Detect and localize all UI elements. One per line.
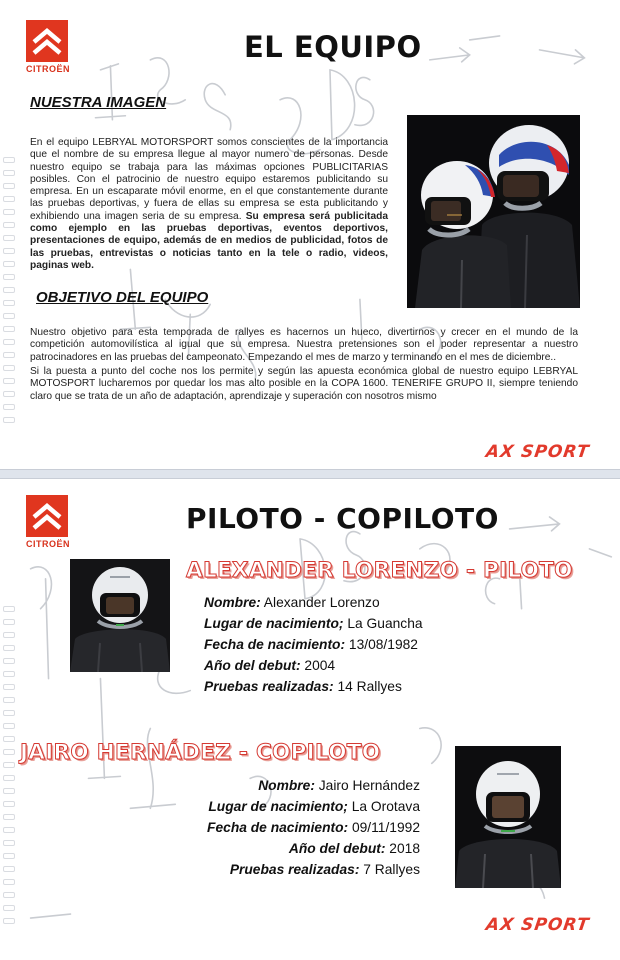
page-el-equipo bbox=[0, 0, 620, 470]
page-edge-marks bbox=[0, 599, 22, 924]
section-heading-imagen: NUESTRA IMAGEN bbox=[30, 94, 167, 111]
copilot-row-debut: Año del debut: 2018 bbox=[288, 841, 420, 856]
citroen-chevron-icon bbox=[26, 495, 68, 537]
page-title: PILOTO - COPILOTO bbox=[186, 502, 499, 535]
page-edge-marks bbox=[0, 150, 22, 423]
citroen-chevron-icon bbox=[26, 20, 68, 62]
pilot-photo bbox=[70, 559, 170, 672]
imagen-paragraph bbox=[30, 137, 388, 272]
page-title: EL EQUIPO bbox=[244, 30, 422, 64]
citroen-logo bbox=[18, 495, 78, 551]
team-photo bbox=[407, 115, 580, 308]
copilot-row-pruebas: Pruebas realizadas: 7 Rallyes bbox=[229, 862, 420, 877]
citroen-wordmark: CITROËN bbox=[26, 64, 70, 74]
objetivo-paragraph-2: Si la puesta a punto del coche nos los permite y según las apuesta económica global de nuestro equipo LEBRYAL MOTOSPORT lucharemos por quedar los mas alto posible en la COPA 1600. TENERIFE GRUPO II, siempre teniendo claro que se trata de un año de adaptación, aprendizaje y superación con nosotros mismo bbox=[30, 366, 578, 402]
copilot-row-fecha: Fecha de nacimiento: 09/11/1992 bbox=[207, 820, 420, 835]
pilot-row-debut: Año del debut: 2004 bbox=[204, 658, 336, 673]
imagen-text-bold: Su empresa será publicitada como ejemplo en las pruebas deportivas, eventos deportivos, presentaciones de equipo, además de en medios de publicidad, fotos de las pruebas, entrevistas o noticias tanto en la tele o radio, videos, paginas web. bbox=[30, 210, 388, 271]
ax-sport-logo: AX SPORT bbox=[484, 442, 591, 462]
copilot-info bbox=[200, 775, 420, 880]
copilot-photo bbox=[455, 746, 561, 888]
section-heading-objetivo: OBJETIVO DEL EQUIPO bbox=[36, 289, 209, 306]
pilot-row-nombre: Nombre: Alexander Lorenzo bbox=[204, 595, 380, 610]
copilot-row-nombre: Nombre: Jairo Hernández bbox=[258, 778, 420, 793]
objetivo-paragraph-1: Nuestro objetivo para esta temporada de rallyes es hacernos un hueco, divertirnos y crecer en el mundo de la competición automovilística al igual que su empresa. Nuestra pretensiones son el poder representar a nuestro patrocinadores en las pruebas del campeonato. Empezando el mes de marzo y terminando en el mes de diciembre.. bbox=[30, 327, 578, 363]
pilot-info bbox=[204, 592, 423, 697]
pilot-heading: ALEXANDER LORENZO - PILOTO bbox=[186, 558, 573, 583]
copilot-heading: JAIRO HERNÁDEZ - COPILOTO bbox=[20, 740, 381, 765]
copilot-row-lugar: Lugar de nacimiento; La Orotava bbox=[208, 799, 420, 814]
pilot-row-pruebas: Pruebas realizadas: 14 Rallyes bbox=[204, 679, 402, 694]
pilot-row-fecha: Fecha de nacimiento: 13/08/1982 bbox=[204, 637, 418, 652]
imagen-text: En el equipo LEBRYAL MOTORSPORT somos conscientes de la importancia que el nombre de su empresa llegue al mayor numero de personas. Desde nuestro equipo se trabaja para las máximas opciones PUBLICITARIAS posibles. Con el patrocinio de nuestro equipo estaremos publicitando su empresa. En un escaparate móvil enorme, en el que constantemente durante las pruebas deportivas, y fuera de ellas su empresa se esta publicitando y exhibiendo una imagen seria de su empresa. bbox=[30, 137, 388, 222]
citroen-logo bbox=[18, 20, 78, 76]
ax-sport-logo: AX SPORT bbox=[484, 915, 591, 935]
citroen-wordmark: CITROËN bbox=[26, 539, 70, 549]
pilot-row-lugar: Lugar de nacimiento; La Guancha bbox=[204, 616, 423, 631]
